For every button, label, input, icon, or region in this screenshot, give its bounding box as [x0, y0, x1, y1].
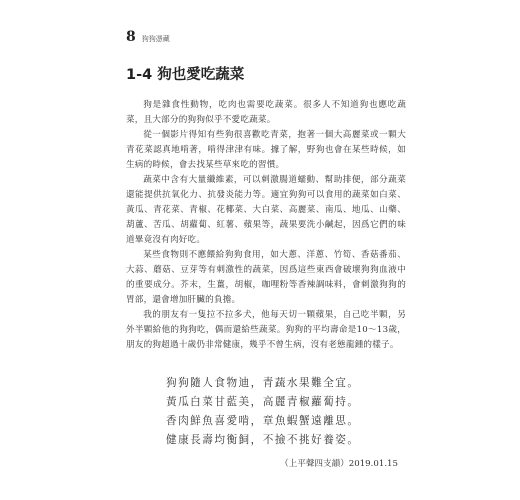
poem-signature: （上平聲四支韻）2019.01.15: [280, 459, 398, 469]
page-number: 8: [126, 29, 136, 45]
page-header: [126, 29, 170, 45]
body-text: [126, 98, 406, 353]
poem: [166, 374, 360, 450]
paragraph: 從一個影片得知有些狗很喜歡吃青菜，抱著一個大高麗菜或一顆大青花菜認真地啃著，啃得津津有味。據了解，野狗也會在某些時候，如生病的時候，會去找某些草來吃的習慣。: [126, 130, 406, 170]
poem-line: 黃瓜白菜甘藍美，高麗青椒蘿蔔持。: [166, 396, 360, 408]
poem-line: 香肉鮮魚喜愛啃，章魚蝦蟹遠離思。: [166, 415, 360, 427]
paragraph: 狗是雜食性動物，吃肉也需要吃蔬菜。很多人不知道狗也應吃蔬菜，且大部分的狗狗似乎不愛吃蔬菜。: [126, 100, 406, 125]
section-title: 1-4 狗也愛吃蔬菜: [126, 67, 245, 83]
paragraph: 某些食物則不應餵給狗狗食用，如大蔥、洋蔥、竹筍、香菇番茄、大蒜、蘑菇、豆芽等有刺激性的蔬菜，因爲這些東西會破壞狗狗血液中的重要成分。芥末，生薑，胡椒，咖哩粉等香辣調味料，會刺激狗狗的胃部，還會增加肝臟的負擔。: [126, 250, 406, 305]
running-head: 狗狗憑藏: [141, 35, 170, 43]
poem-line: 狗狗隨人食物迪，青蔬水果難全宜。: [166, 377, 360, 389]
poem-line: 健康長壽均衡飼，不撿不挑好養姿。: [166, 434, 360, 446]
paragraph: 蔬菜中含有大量纖維素，可以刺激腸道蠕動、幫助排便，部分蔬菜還能提供抗氧化力、抗發炎能力等。適宜狗狗可以食用的蔬菜如白菜、黃瓜、青花菜、青椒、花椰菜、大白菜、高麗菜、南瓜、地瓜、山藥、葫蘆、苦瓜、胡蘿蔔、紅薯、蘋果等，蔬果要洗小鹹起，因爲它們的味道畢竟沒有肉好吃。: [126, 175, 406, 245]
paragraph: 我的朋友有一隻拉不拉多犬，他每天切一顆蘋果，自己吃半顆，另外半顆給他的狗狗吃，偶而還給些蔬菜。狗狗的平均壽命是10～13歲，朋友的狗超過十歲仍非常健康，幾乎不曾生病，沒有老態龍鍾的樣子。: [126, 310, 406, 350]
